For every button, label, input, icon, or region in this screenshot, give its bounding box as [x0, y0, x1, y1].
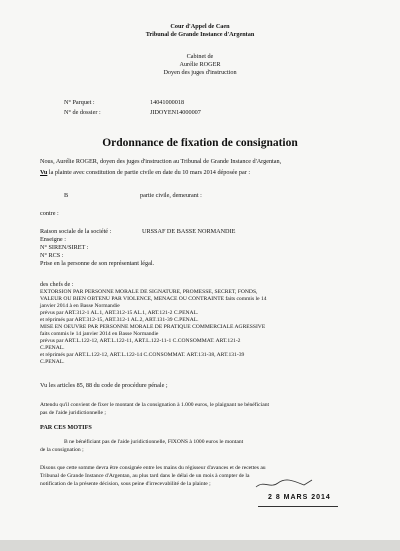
disons-line: Tribunal de Grande Instance d'Argentan, au plus tard dans le délai de un mois à compter de la: [40, 473, 250, 479]
vu-text: la plainte avec constitution de partie civile en date du 10 mars 2014 déposée par :: [48, 169, 251, 176]
judge-name: Aurélie ROGER: [179, 61, 221, 68]
charge-line: faits commis le 14 janvier 2014 en Basse Normandie: [40, 331, 159, 337]
motifs-heading: PAR CES MOTIFS: [40, 424, 92, 431]
date-stamp: 2 8 MARS 2014: [268, 494, 331, 501]
contre-label: contre :: [40, 210, 59, 217]
charge-line: C.PENAL.: [40, 359, 65, 365]
charge-line: et réprimés par ART.L.122-12, ART.L.122-14 C.CONSOMMAT. ART.131-38, ART.131-39: [40, 352, 245, 358]
dossier-value: JIDOYEN14000007: [150, 109, 201, 116]
raison-sociale-label: Raison sociale de la société :: [40, 228, 112, 235]
cabinet-label: Cabinet de: [186, 53, 214, 60]
charge-line: MISE EN OEUVRE PAR PERSONNE MORALE DE PRATIQUE COMMERCIALE AGRESSIVE: [40, 324, 266, 330]
raison-sociale-value: URSSAF DE BASSE NORMANDIE: [142, 228, 236, 235]
signature-mark: [254, 478, 314, 490]
siren-label: N° SIREN/SIRET :: [40, 244, 89, 251]
parquet-label: N° Parquet :: [64, 99, 95, 106]
charge-line: prévus par ART.L.122-12, ART.L.122-11, ART.L.122-11-1 C.CONSOMMAT. ART.121-2: [40, 338, 241, 344]
parquet-value: 14041000018: [150, 99, 185, 106]
fixons-line: B ne bénéficiant pas de l'aide juridictionnelle, FIXONS à 1000 euros le montant: [64, 439, 244, 445]
disons-line: notification de la présente décision, sous peine d'irrecevabilité de la plainte ;: [40, 481, 211, 487]
charge-line: EXTORSION PAR PERSONNE MORALE DE SIGNATURE, PROMESSE, SECRET, FONDS,: [40, 289, 258, 295]
scan-bottom-shadow: [0, 540, 400, 551]
court-name: Cour d'Appel de Caen: [170, 23, 230, 30]
enseigne-label: Enseigne :: [40, 236, 66, 243]
document-title: Ordonnance de fixation de consignation: [102, 137, 298, 149]
tribunal-name: Tribunal de Grande Instance d'Argentan: [145, 31, 255, 38]
disons-line: Disons que cette somme devra être consignée entre les mains du régisseur d'avances et de recettes au: [40, 465, 266, 471]
attendu-line: Attendu qu'il convient de fixer le montant de la consignation à 1.000 euros, le plaignant ne bénéficiant: [40, 402, 270, 408]
judge-role: Doyen des juges d'instruction: [163, 69, 237, 76]
party-initial: B: [64, 192, 69, 199]
rcs-label: N° RCS :: [40, 252, 64, 259]
articles-text: Vu les articles 85, 88 du code de procédure pénale ;: [40, 382, 168, 389]
vu-prefix: Vu: [40, 169, 48, 176]
fixons-line: de la consignation ;: [40, 447, 84, 453]
charge-line: prévus par ART.312-1 AL.1, ART.312-15 AL.1, ART.121-2 C.PENAL.: [40, 310, 199, 316]
intro-text: Nous, Aurélie ROGER, doyen des juges d'instruction au Tribunal de Grande Instance d'Argentan,: [40, 158, 282, 165]
charges-label: des chefs de :: [40, 281, 74, 288]
party-text: partie civile, demeurant :: [140, 192, 202, 199]
stamp-underline: [258, 506, 338, 507]
attendu-line: pas de l'aide juridictionnelle ;: [40, 410, 106, 416]
representant-text: Prise en la personne de son représentant légal.: [40, 260, 155, 267]
charge-line: et réprimés par ART.312-15, ART.312-1 AL.2, ART.131-39 C.PENAL.: [40, 317, 199, 323]
charge-line: janvier 2014 à en Basse Normandie: [40, 303, 120, 309]
charge-line: C.PENAL.: [40, 345, 65, 351]
charge-line: VALEUR OU BIEN OBTENU PAR VIOLENCE, MENACE OU CONTRAINTE faits commis le 14: [40, 296, 267, 302]
dossier-label: N° de dossier :: [64, 109, 101, 116]
